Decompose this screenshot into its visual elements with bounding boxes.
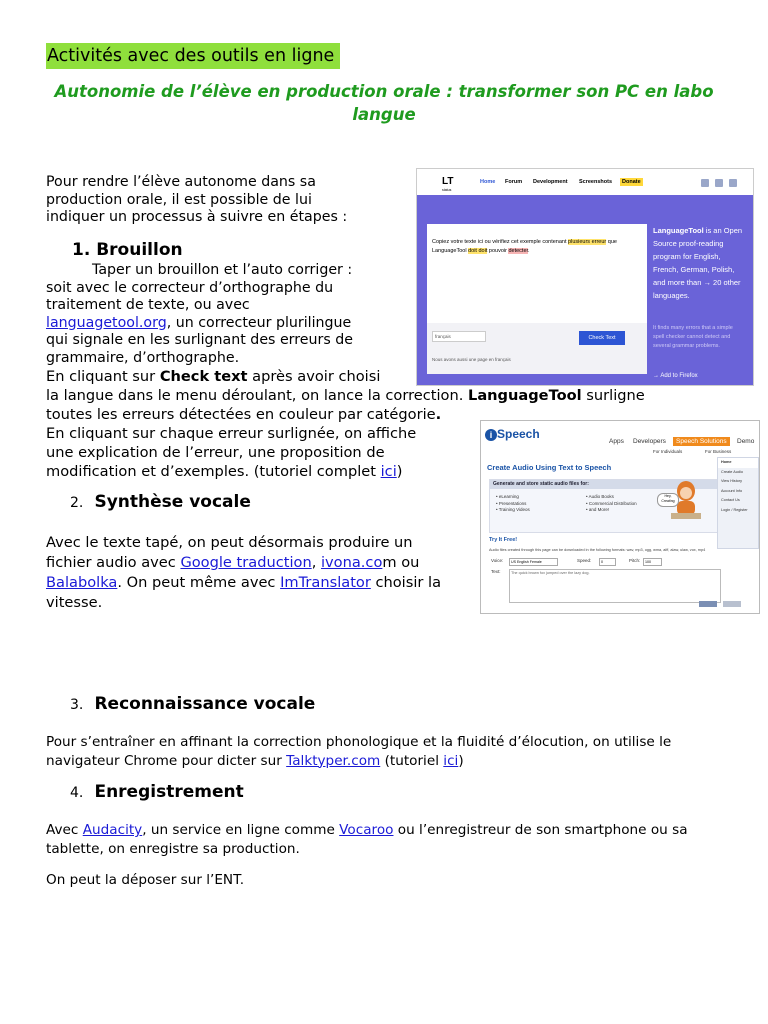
text-span: , un service en ligne comme bbox=[142, 822, 340, 838]
isp-panel-title: Generate and store static audio files for: bbox=[490, 480, 721, 489]
ispeech-screenshot bbox=[480, 420, 760, 614]
text-span: . bbox=[435, 406, 442, 423]
menu-item-account-info[interactable]: Account Info bbox=[721, 488, 743, 493]
isp-clear-button[interactable] bbox=[723, 601, 741, 607]
isp-nav-demo[interactable]: Demo bbox=[737, 438, 755, 445]
text-line: une explication de l’erreur, une proposition de bbox=[46, 444, 385, 461]
check-text-label: Check text bbox=[159, 368, 248, 385]
text-span: pouvoir bbox=[487, 248, 509, 254]
text-span: ou l’enregistreur de son smartphone ou sa bbox=[393, 822, 688, 838]
section-title: Enregistrement bbox=[94, 782, 244, 802]
ispeech-logo bbox=[485, 427, 540, 441]
text-span: . bbox=[528, 248, 530, 254]
section-1-heading bbox=[72, 240, 183, 260]
text-span: is an Open Source proof-reading program for English, French, German, Polish, and more than → 20 other languages. bbox=[653, 226, 743, 300]
menu-item-create-audio[interactable]: Create Audio bbox=[721, 469, 743, 474]
text-line: grammaire, d’orthographe. bbox=[46, 349, 240, 366]
ispeech-logo-text: Speech bbox=[497, 427, 540, 441]
speed-select[interactable]: 0 bbox=[599, 558, 616, 566]
text-line: On peut la déposer sur l’ENT. bbox=[46, 872, 245, 888]
text-line: En cliquant sur chaque erreur surlignée, on affiche bbox=[46, 425, 417, 442]
voice-select[interactable]: US English Female bbox=[509, 558, 558, 566]
text-span: En cliquant sur bbox=[46, 368, 160, 385]
lt-add-to-firefox[interactable]: → Add to Firefox bbox=[653, 373, 698, 379]
text-span: choisir la bbox=[370, 574, 442, 591]
balabolka-link[interactable]: Balabolka bbox=[46, 574, 118, 591]
error-highlight[interactable]: doit doit bbox=[468, 248, 488, 254]
text-span: ) bbox=[396, 463, 403, 480]
text-line: Avec le texte tapé, on peut désormais produire un bbox=[46, 534, 413, 551]
speed-label: Speed: bbox=[577, 558, 592, 563]
document-title: Activités avec des outils en ligne bbox=[46, 43, 340, 69]
text-span: , bbox=[311, 554, 321, 571]
text-span: Avec bbox=[46, 822, 83, 838]
ivona-link[interactable]: ivona.co bbox=[320, 554, 383, 571]
isp-nav-developers[interactable]: Developers bbox=[633, 438, 666, 445]
ispeech-logo-icon: i bbox=[485, 429, 497, 441]
section-4-body bbox=[46, 821, 746, 890]
text-span: (tutoriel bbox=[380, 752, 444, 769]
lt-text-area[interactable] bbox=[432, 238, 642, 256]
text-line bbox=[46, 821, 746, 840]
isp-col-1 bbox=[496, 494, 530, 514]
imtranslator-link[interactable]: ImTranslator bbox=[280, 574, 371, 591]
text-span: m ou bbox=[382, 554, 420, 571]
lt-language-select[interactable]: français bbox=[432, 331, 486, 342]
intro-paragraph bbox=[46, 174, 406, 227]
text-line bbox=[46, 553, 476, 573]
pitch-label: Pitch: bbox=[629, 558, 641, 563]
text-line: qui signale en les surlignant des erreurs de bbox=[46, 332, 353, 348]
list-item: • Training Videos bbox=[496, 507, 530, 512]
isp-formats-note: Audio files created through this page can be downloaded in the following formats: wav, mp3, ogg, wma, aiff, alaw, ulaw, vox, mp4 bbox=[489, 548, 706, 552]
text-line: Pour s’entraîner en affinant la correction phonologique et la fluidité d’élocution, on utilise le bbox=[46, 734, 672, 750]
text-span: , un correcteur plurilingue bbox=[166, 314, 352, 331]
lt-nav-development[interactable]: Development bbox=[533, 179, 568, 185]
lt-nav-screenshots[interactable]: Screenshots bbox=[579, 179, 613, 185]
text-line bbox=[46, 573, 476, 593]
tutorial-link-2[interactable]: ici bbox=[443, 752, 459, 769]
section-2-heading bbox=[70, 492, 251, 512]
isp-nav-apps[interactable]: Apps bbox=[609, 438, 624, 445]
text-line: traitement de texte, ou avec bbox=[46, 297, 250, 313]
intro-line: Pour rendre l’élève autonome dans sa bbox=[46, 174, 316, 190]
lt-card-footer bbox=[427, 323, 647, 374]
section-2-body bbox=[46, 533, 476, 613]
languagetool-label: LanguageTool bbox=[468, 387, 582, 404]
isp-page-title: Create Audio Using Text to Speech bbox=[487, 463, 612, 472]
section-number: 2. bbox=[70, 495, 84, 511]
talktyper-link[interactable]: Talktyper.com bbox=[286, 752, 381, 769]
intro-line: production orale, il est possible de lui bbox=[46, 191, 312, 208]
text-line: soit avec le correcteur d’orthographe du bbox=[46, 279, 334, 296]
list-item: • Presentations bbox=[496, 500, 527, 506]
lt-hint[interactable]: Nous avons aussi une page en français bbox=[432, 357, 511, 362]
error-highlight[interactable]: detecter bbox=[508, 248, 529, 254]
list-item: • and More! bbox=[586, 507, 610, 512]
facebook-icon[interactable] bbox=[729, 179, 737, 187]
text-line bbox=[46, 752, 746, 771]
document-subtitle: Autonomie de l’élève en production orale : transformer son PC en labo langue bbox=[54, 82, 714, 124]
section-number: 4. bbox=[70, 785, 84, 801]
section-title: Synthèse vocale bbox=[94, 492, 251, 512]
text-span: ) bbox=[458, 752, 464, 769]
isp-side-menu bbox=[717, 457, 759, 549]
text-line: Taper un brouillon et l’auto corriger : bbox=[92, 262, 353, 278]
menu-item-view-history[interactable]: View History bbox=[721, 479, 743, 483]
text-span: . On peut même avec bbox=[117, 574, 281, 591]
lt-logo-sub: status bbox=[442, 188, 452, 192]
github-icon[interactable] bbox=[715, 179, 723, 187]
section-title: Brouillon bbox=[96, 240, 183, 260]
isp-create-button[interactable] bbox=[699, 601, 717, 607]
google-translate-link[interactable]: Google traduction bbox=[180, 554, 312, 571]
isp-subnav-individuals[interactable]: For Individuals bbox=[653, 449, 683, 454]
tutorial-link-1[interactable]: ici bbox=[380, 463, 397, 480]
text-span: que LanguageTool bbox=[432, 239, 617, 254]
text-span: fichier audio avec bbox=[46, 554, 181, 571]
text-span: toutes les erreurs détectées en couleur par catégorie bbox=[46, 406, 436, 423]
text-label: Text: bbox=[491, 569, 501, 574]
lt-nav-forum[interactable]: Forum bbox=[505, 179, 523, 185]
audacity-link[interactable]: Audacity bbox=[82, 822, 143, 838]
lt-nav-home[interactable]: Home bbox=[480, 179, 496, 185]
text-span: après avoir choisi bbox=[247, 368, 381, 385]
isp-text-input[interactable]: The quick brown fox jumped over the lazy dog. bbox=[509, 569, 721, 603]
vocaroo-link[interactable]: Vocaroo bbox=[339, 822, 394, 838]
section-number: 1. bbox=[72, 240, 91, 260]
twitter-icon[interactable] bbox=[701, 179, 709, 187]
lt-text-card bbox=[427, 224, 647, 374]
lt-description bbox=[653, 224, 743, 302]
lt-nav-donate[interactable]: Donate bbox=[622, 179, 641, 185]
speech-bubble: Hey, Creating bbox=[657, 493, 679, 507]
text-span: la langue dans le menu déroulant, on lance la correction. bbox=[46, 387, 469, 404]
section-3-heading bbox=[70, 694, 315, 714]
section-number: 3. bbox=[70, 697, 84, 713]
text-span: navigateur Chrome pour dicter sur bbox=[46, 752, 287, 769]
languagetool-screenshot bbox=[416, 168, 754, 386]
isp-try-title: Try It Free! bbox=[489, 537, 518, 543]
section-3-body bbox=[46, 733, 746, 770]
error-highlight[interactable]: plusieurs erreur bbox=[568, 239, 607, 245]
lt-check-text-button[interactable]: Check Text bbox=[579, 331, 625, 345]
text-line: vitesse. bbox=[46, 594, 103, 611]
text-span: modification et d’exemples. (tutoriel complet bbox=[46, 463, 381, 480]
menu-item-login[interactable]: Login / Register bbox=[721, 507, 748, 512]
text-span: surligne bbox=[581, 387, 645, 404]
section-title: Reconnaissance vocale bbox=[94, 694, 316, 714]
lt-logo bbox=[442, 177, 453, 195]
section-4-heading bbox=[70, 782, 244, 802]
menu-item-home[interactable]: Home bbox=[718, 458, 758, 468]
text-line bbox=[46, 386, 726, 405]
lt-description-2: It finds many errors that a simple spell checker cannot detect and several grammar problems. bbox=[653, 325, 733, 349]
intro-line: indiquer un processus à suivre en étapes : bbox=[46, 209, 348, 225]
lt-logo-text: LT bbox=[442, 176, 454, 187]
list-item: • Commercial Distribution bbox=[586, 500, 637, 506]
isp-subnav-business[interactable]: For Business bbox=[705, 449, 732, 454]
text-span: Copiez votre texte ici ou vérifiez cet exemple contenant bbox=[432, 239, 569, 245]
menu-item-contact-us[interactable]: Contact Us bbox=[721, 498, 740, 502]
text-line: tablette, on enregistre sa production. bbox=[46, 840, 300, 857]
lt-desc-title: LanguageTool bbox=[653, 226, 704, 235]
list-item: • eLearning bbox=[496, 494, 519, 499]
list-item: • Audio Books bbox=[586, 494, 614, 499]
isp-nav-speech-solutions[interactable]: Speech Solutions bbox=[673, 437, 730, 446]
languagetool-link[interactable]: languagetool.org bbox=[46, 314, 167, 331]
isp-col-2 bbox=[586, 494, 637, 514]
voice-label: Voice: bbox=[491, 558, 504, 563]
pitch-select[interactable]: 100 bbox=[643, 558, 662, 566]
lt-header bbox=[417, 169, 753, 195]
